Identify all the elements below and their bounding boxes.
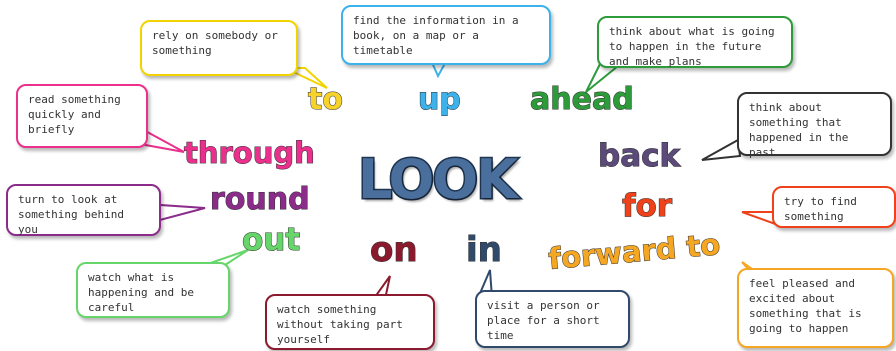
word-in: in (466, 230, 502, 270)
definition-to: rely on somebody or something (152, 29, 278, 57)
bubble-ahead (597, 16, 793, 68)
bubble-through (16, 84, 148, 148)
definition-forward-to: feel pleased and excited about something that is going to happen (749, 277, 862, 335)
word-on: on (370, 230, 418, 270)
word-back: back (598, 138, 681, 174)
bubble-in (475, 290, 630, 348)
definition-round: turn to look at something behind you (18, 193, 124, 236)
definition-through: read something quickly and briefly (28, 93, 121, 136)
word-round: round (210, 182, 310, 217)
word-ahead: ahead (530, 82, 634, 117)
definition-up: find the information in a book, on a map or a timetable (353, 14, 519, 57)
word-forward-to: forward to (547, 227, 722, 276)
bubble-for (772, 186, 896, 228)
word-up: up (418, 82, 461, 117)
definition-ahead: think about what is going to happen in the future and make plans (609, 25, 775, 68)
bubble-round (6, 184, 161, 236)
definition-in: visit a person or place for a short time (487, 299, 600, 342)
bubble-to (140, 20, 298, 76)
definition-for: try to find something (784, 195, 857, 223)
bubble-on (265, 294, 435, 350)
bubble-out (76, 262, 230, 318)
word-for: for (622, 188, 673, 224)
tail-back (702, 140, 740, 160)
definition-back: think about something that happened in the past (749, 101, 849, 159)
look-title: LOOK (358, 148, 517, 211)
bubble-up (341, 5, 551, 65)
word-to: to (308, 82, 343, 117)
bubble-back (737, 92, 892, 159)
definition-on: watch something without taking part yourself (277, 303, 403, 346)
bubble-forward-to (737, 268, 894, 348)
word-out: out (242, 222, 301, 258)
definition-out: watch what is happening and be careful (88, 271, 194, 314)
word-through: through (184, 136, 315, 170)
tail-round (160, 205, 205, 220)
